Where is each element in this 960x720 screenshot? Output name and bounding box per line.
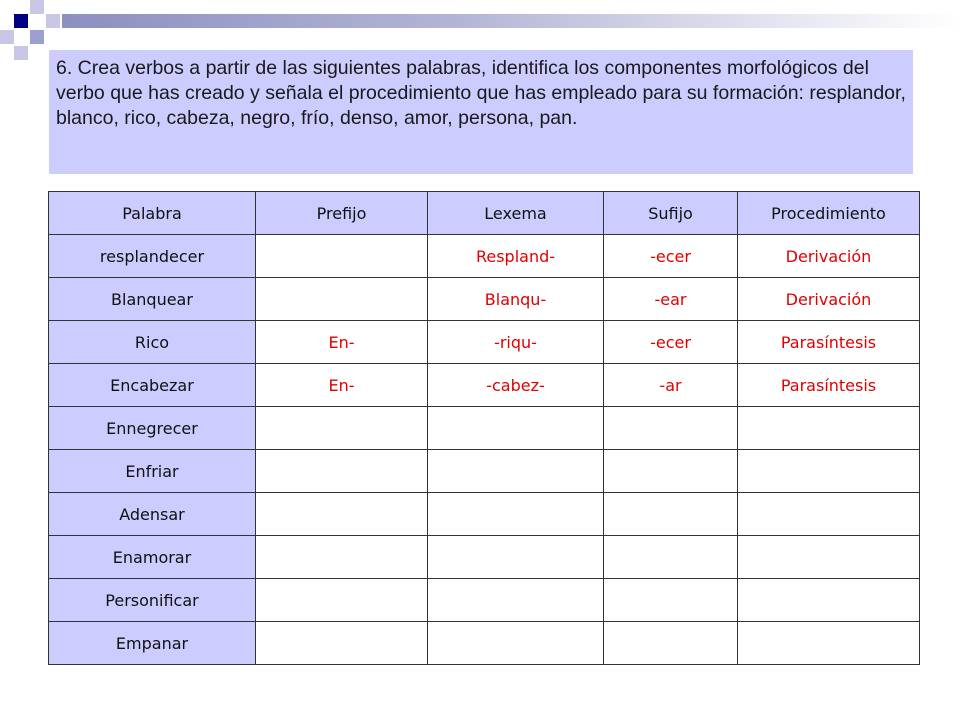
cell-sufijo: -ear <box>604 278 738 321</box>
cell-palabra: Personificar <box>49 579 256 622</box>
cell-prefijo <box>256 278 428 321</box>
table-row <box>49 235 920 278</box>
cell-sufijo <box>604 622 738 665</box>
cell-sufijo: -ar <box>604 364 738 407</box>
cell-lexema <box>428 622 604 665</box>
cell-prefijo <box>256 450 428 493</box>
cell-palabra: Empanar <box>49 622 256 665</box>
decorative-square-light <box>0 30 14 44</box>
table-row <box>49 493 920 536</box>
header-sufijo: Sufijo <box>604 192 738 235</box>
cell-prefijo <box>256 622 428 665</box>
cell-procedimiento <box>738 622 920 665</box>
cell-procedimiento <box>738 407 920 450</box>
cell-palabra: Adensar <box>49 493 256 536</box>
cell-procedimiento: Parasíntesis <box>738 321 920 364</box>
cell-sufijo: -ecer <box>604 235 738 278</box>
cell-palabra: resplandecer <box>49 235 256 278</box>
cell-lexema: -riqu- <box>428 321 604 364</box>
cell-lexema <box>428 536 604 579</box>
decorative-square-light <box>46 14 60 28</box>
table-row <box>49 450 920 493</box>
header-prefijo: Prefijo <box>256 192 428 235</box>
header-procedimiento: Procedimiento <box>738 192 920 235</box>
cell-procedimiento <box>738 579 920 622</box>
cell-prefijo: En- <box>256 321 428 364</box>
cell-palabra: Blanquear <box>49 278 256 321</box>
exercise-instructions <box>49 50 913 174</box>
cell-procedimiento: Derivación <box>738 235 920 278</box>
table-row <box>49 321 920 364</box>
table-body <box>49 235 920 665</box>
table-row <box>49 622 920 665</box>
cell-procedimiento <box>738 536 920 579</box>
cell-palabra: Encabezar <box>49 364 256 407</box>
cell-lexema: -cabez- <box>428 364 604 407</box>
cell-sufijo <box>604 493 738 536</box>
cell-prefijo <box>256 407 428 450</box>
table-row <box>49 407 920 450</box>
cell-sufijo <box>604 536 738 579</box>
cell-sufijo: -ecer <box>604 321 738 364</box>
cell-palabra: Ennegrecer <box>49 407 256 450</box>
morphology-table <box>48 191 920 665</box>
cell-procedimiento: Parasíntesis <box>738 364 920 407</box>
title-gradient-bar <box>62 14 960 28</box>
cell-procedimiento <box>738 493 920 536</box>
cell-sufijo <box>604 450 738 493</box>
cell-lexema <box>428 493 604 536</box>
table-row <box>49 536 920 579</box>
table-row <box>49 364 920 407</box>
header-lexema: Lexema <box>428 192 604 235</box>
decorative-square-light <box>30 0 44 14</box>
cell-sufijo <box>604 407 738 450</box>
exercise-instructions-text: 6. Crea verbos a partir de las siguientes palabras, identifica los componentes morfológicos del verbo que has creado y señala el procedimiento que has empleado para su formación: resplandor, blanco, rico, cabeza, negro, frío, denso, amor, persona, pan. <box>56 57 906 129</box>
decorative-square-light <box>14 46 28 60</box>
table-row <box>49 278 920 321</box>
cell-sufijo <box>604 579 738 622</box>
cell-lexema: Respland- <box>428 235 604 278</box>
cell-palabra: Rico <box>49 321 256 364</box>
cell-prefijo <box>256 493 428 536</box>
cell-lexema <box>428 407 604 450</box>
decorative-square-dark <box>14 14 28 28</box>
cell-prefijo <box>256 579 428 622</box>
cell-procedimiento <box>738 450 920 493</box>
cell-prefijo <box>256 536 428 579</box>
cell-prefijo <box>256 235 428 278</box>
decorative-square-medium <box>30 30 44 44</box>
cell-lexema <box>428 450 604 493</box>
header-palabra: Palabra <box>49 192 256 235</box>
cell-prefijo: En- <box>256 364 428 407</box>
cell-palabra: Enamorar <box>49 536 256 579</box>
cell-lexema: Blanqu- <box>428 278 604 321</box>
cell-palabra: Enfriar <box>49 450 256 493</box>
table-header-row <box>49 192 920 235</box>
cell-lexema <box>428 579 604 622</box>
cell-procedimiento: Derivación <box>738 278 920 321</box>
table-row <box>49 579 920 622</box>
